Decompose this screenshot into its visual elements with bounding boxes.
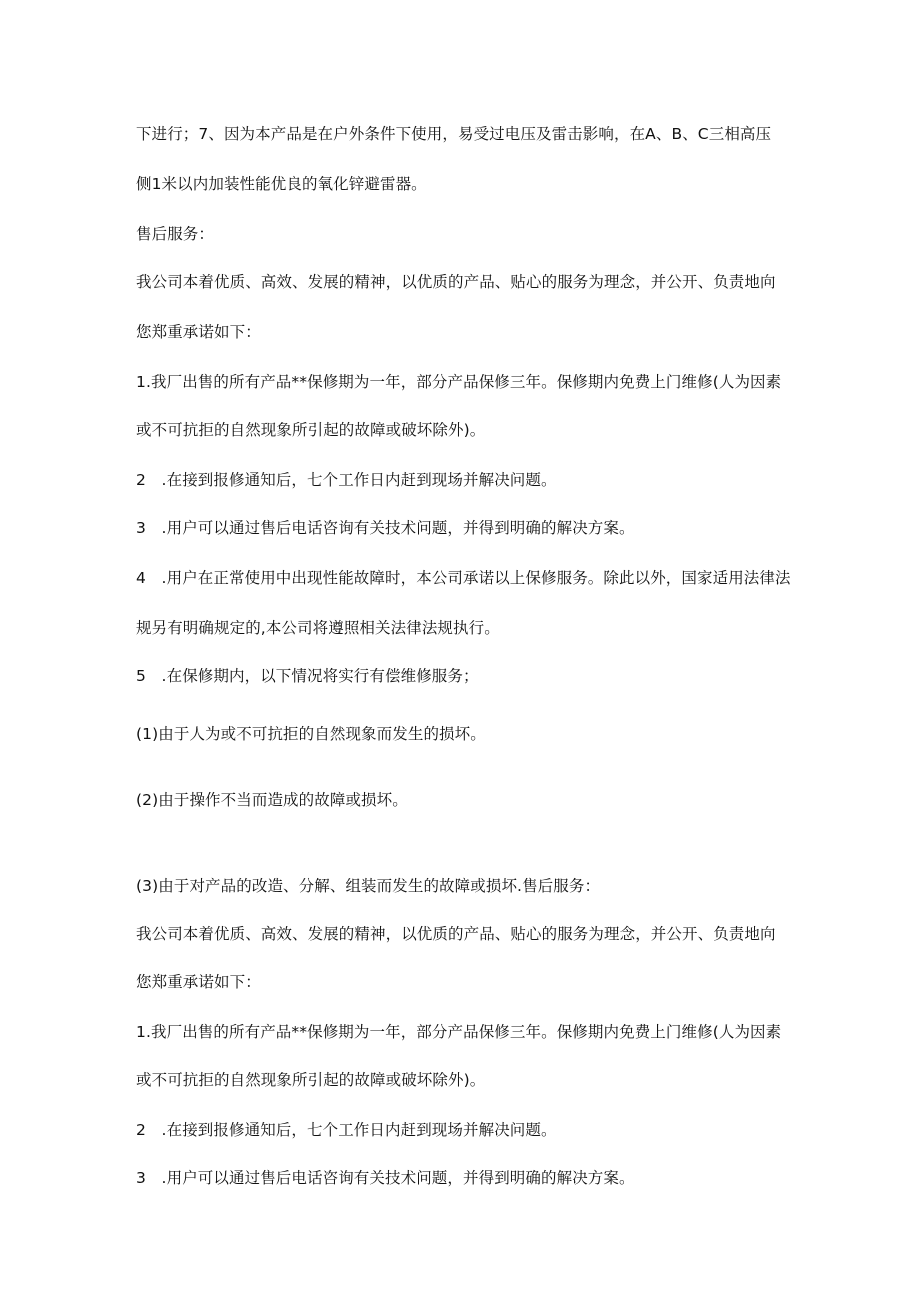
list-item: 1.我厂出售的所有产品**保修期为一年，部分产品保修三年。保修期内免费上门维修(人为因素 — [136, 373, 782, 391]
list-item-continuation: 或不可抗拒的自然现象所引起的故障或破坏除外)。 — [136, 421, 486, 439]
list-item: 3 .用户可以通过售后电话咨询有关技术问题，并得到明确的解决方案。 — [136, 1169, 635, 1187]
list-item: 3 .用户可以通过售后电话咨询有关技术问题，并得到明确的解决方案。 — [136, 519, 635, 537]
list-item: 1.我厂出售的所有产品**保修期为一年，部分产品保修三年。保修期内免费上门维修(人为因素 — [136, 1023, 782, 1041]
section-heading: 售后服务： — [136, 225, 215, 243]
sub-item: (2)由于操作不当而造成的故障或损坏。 — [136, 791, 408, 809]
list-item: 2 .在接到报修通知后，七个工作日内赶到现场并解决问题。 — [136, 471, 557, 489]
list-item: 2 .在接到报修通知后，七个工作日内赶到现场并解决问题。 — [136, 1121, 557, 1139]
list-item: 4 .用户在正常使用中出现性能故障时，本公司承诺以上保修服务。除此以外，国家适用法律法 — [136, 569, 791, 587]
list-item-continuation: 或不可抗拒的自然现象所引起的故障或破坏除外)。 — [136, 1071, 486, 1089]
text-line: 您郑重承诺如下： — [136, 323, 261, 341]
list-item: 5 .在保修期内，以下情况将实行有偿维修服务； — [136, 667, 479, 685]
text-line: 您郑重承诺如下： — [136, 973, 261, 991]
text-line: 我公司本着优质、高效、发展的精神，以优质的产品、贴心的服务为理念，并公开、负责地向 — [136, 925, 776, 943]
text-line: 我公司本着优质、高效、发展的精神，以优质的产品、贴心的服务为理念，并公开、负责地向 — [136, 273, 776, 291]
text-line: 下进行；7、因为本产品是在户外条件下使用，易受过电压及雷击影响，在A、B、C三相高压 — [136, 125, 772, 143]
sub-item: (3)由于对产品的改造、分解、组装而发生的故障或损坏.售后服务： — [136, 877, 601, 895]
list-item-continuation: 规另有明确规定的,本公司将遵照相关法律法规执行。 — [136, 619, 500, 637]
sub-item: (1)由于人为或不可抗拒的自然现象而发生的损坏。 — [136, 725, 486, 743]
text-line: 侧1米以内加装性能优良的氧化锌避雷器。 — [136, 175, 427, 193]
